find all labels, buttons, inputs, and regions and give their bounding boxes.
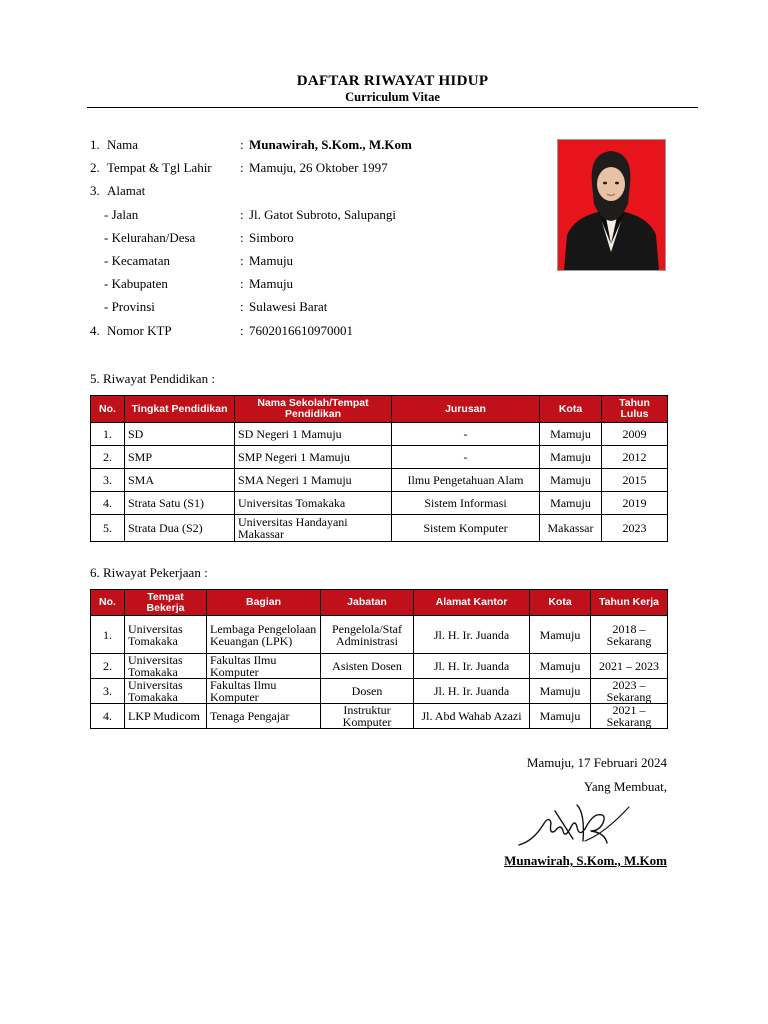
info-row-alamat (90, 183, 560, 206)
info-label: - Jalan (104, 206, 139, 222)
info-label: - Kelurahan/Desa (104, 229, 196, 245)
table-cell: 2021 – Sekarang (591, 704, 668, 729)
info-row-kabupaten (90, 276, 560, 299)
portrait-illustration (558, 140, 665, 270)
table-cell: Instruktur Komputer (321, 704, 414, 729)
info-value-provinsi: Sulawesi Barat (249, 299, 328, 315)
signature-place-date: Mamuju, 17 Februari 2024 (526, 755, 667, 770)
table-cell: Jl. H. Ir. Juanda (414, 679, 530, 704)
table-cell: SMP (125, 446, 235, 469)
table-cell: 2009 (602, 423, 668, 446)
info-row-ktp (90, 323, 560, 346)
table-cell: 2015 (602, 469, 668, 492)
info-colon: : (240, 276, 244, 292)
info-value-nama: Munawirah, S.Kom., M.Kom (249, 137, 412, 152)
column-header: Nama Sekolah/Tempat Pendidikan (235, 396, 392, 423)
info-row-kecamatan (90, 253, 560, 276)
table-cell: 1. (91, 616, 125, 654)
table-cell: Mamuju (530, 704, 591, 729)
table-cell: Asisten Dosen (321, 654, 414, 679)
info-value-kabupaten: Mamuju (249, 276, 294, 292)
column-header: Jurusan (392, 396, 540, 423)
table-cell: Fakultas Ilmu Komputer (207, 654, 321, 679)
work-header-row (91, 590, 668, 616)
column-header: No. (91, 590, 125, 616)
table-cell: 4. (91, 704, 125, 729)
info-colon: : (240, 206, 244, 222)
info-colon: : (240, 229, 244, 245)
table-row (91, 492, 668, 515)
info-label: - Kabupaten (104, 276, 168, 292)
info-row-kelurahan (90, 230, 560, 253)
table-cell: 2. (91, 446, 125, 469)
table-cell: SMP Negeri 1 Mamuju (235, 446, 392, 469)
column-header: Tahun Lulus (602, 396, 668, 423)
table-row (91, 704, 668, 729)
table-cell: Strata Dua (S2) (125, 515, 235, 542)
table-row (91, 446, 668, 469)
profile-photo (557, 139, 666, 271)
info-colon: : (240, 252, 244, 268)
info-value-kelurahan: Simboro (249, 229, 294, 245)
table-cell: 2021 – 2023 (591, 654, 668, 679)
table-cell: 2018 – Sekarang (591, 616, 668, 654)
handwritten-signature (515, 801, 635, 853)
table-cell: Sistem Komputer (392, 515, 540, 542)
education-heading: 5. Riwayat Pendidikan : (90, 371, 215, 386)
header-divider (87, 107, 698, 108)
info-value-jalan: Jl. Gatot Subroto, Salupangi (249, 206, 396, 222)
table-cell: Makassar (540, 515, 602, 542)
table-cell: 3. (91, 469, 125, 492)
table-cell: Mamuju (540, 492, 602, 515)
info-label: - Kecamatan (104, 252, 171, 268)
column-header: No. (91, 396, 125, 423)
table-cell: Pengelola/Staf Administrasi (321, 616, 414, 654)
personal-info (90, 137, 560, 346)
table-cell: Sistem Informasi (392, 492, 540, 515)
info-row-jalan (90, 207, 560, 230)
education-table (90, 395, 668, 542)
info-value-ktp: 7602016610970001 (249, 322, 353, 338)
table-cell: 2019 (602, 492, 668, 515)
info-number: 1. (90, 137, 100, 152)
table-cell: Dosen (321, 679, 414, 704)
column-header: Jabatan (321, 590, 414, 616)
table-cell: Ilmu Pengetahuan Alam (392, 469, 540, 492)
table-cell: SD (125, 423, 235, 446)
info-row-provinsi (90, 299, 560, 322)
work-table (90, 589, 668, 729)
column-header: Tahun Kerja (591, 590, 668, 616)
column-header: Kota (530, 590, 591, 616)
table-cell: Jl. Abd Wahab Azazi (414, 704, 530, 729)
document-title: DAFTAR RIWAYAT HIDUP (296, 73, 489, 89)
info-number: 4. (90, 322, 100, 338)
table-cell: 2. (91, 654, 125, 679)
document-subtitle: Curriculum Vitae (345, 90, 440, 104)
table-cell: SMA Negeri 1 Mamuju (235, 469, 392, 492)
table-cell: Mamuju (540, 423, 602, 446)
info-value-kecamatan: Mamuju (249, 252, 294, 268)
table-row (91, 616, 668, 654)
info-number: 2. (90, 160, 100, 176)
table-cell: Universitas Tomakaka (125, 679, 207, 704)
info-label: - Provinsi (104, 299, 155, 315)
table-cell: Mamuju (530, 679, 591, 704)
info-colon: : (240, 160, 244, 176)
column-header: Alamat Kantor (414, 590, 530, 616)
info-colon: : (240, 137, 244, 152)
table-cell: Universitas Tomakaka (125, 616, 207, 654)
table-cell: SD Negeri 1 Mamuju (235, 423, 392, 446)
table-cell: 4. (91, 492, 125, 515)
work-heading: 6. Riwayat Pekerjaan : (90, 565, 208, 580)
column-header: Tingkat Pendidikan (125, 396, 235, 423)
table-row (91, 679, 668, 704)
table-cell: Universitas Tomakaka (125, 654, 207, 679)
table-cell: Jl. H. Ir. Juanda (414, 654, 530, 679)
info-row-nama (90, 137, 560, 160)
table-row (91, 423, 668, 446)
table-cell: - (392, 446, 540, 469)
table-cell: 3. (91, 679, 125, 704)
signature-caption: Yang Membuat, (583, 779, 667, 794)
info-label: Nomor KTP (107, 322, 172, 338)
info-colon: : (240, 322, 244, 338)
signature-name: Munawirah, S.Kom., M.Kom (504, 853, 667, 868)
table-cell: 1. (91, 423, 125, 446)
table-cell: Universitas Tomakaka (235, 492, 392, 515)
info-label: Alamat (107, 183, 146, 199)
table-row (91, 469, 668, 492)
table-cell: Mamuju (540, 446, 602, 469)
table-cell: LKP Mudicom (125, 704, 207, 729)
table-cell: Jl. H. Ir. Juanda (414, 616, 530, 654)
table-cell: Mamuju (540, 469, 602, 492)
table-cell: 2023 (602, 515, 668, 542)
table-row (91, 654, 668, 679)
table-cell: SMA (125, 469, 235, 492)
info-label: Nama (107, 137, 139, 152)
table-cell: Lembaga Pengelolaan Keuangan (LPK) (207, 616, 321, 654)
table-cell: Fakultas Ilmu Komputer (207, 679, 321, 704)
table-cell: Universitas Handayani Makassar (235, 515, 392, 542)
info-row-ttl (90, 160, 560, 183)
column-header: Bagian (207, 590, 321, 616)
info-number: 3. (90, 183, 100, 199)
table-cell: Strata Satu (S1) (125, 492, 235, 515)
table-cell: 2012 (602, 446, 668, 469)
info-value-ttl: Mamuju, 26 Oktober 1997 (249, 160, 388, 176)
table-cell: 5. (91, 515, 125, 542)
info-colon: : (240, 299, 244, 315)
column-header: Tempat Bekerja (125, 590, 207, 616)
table-cell: - (392, 423, 540, 446)
document-header (87, 73, 698, 105)
info-label: Tempat & Tgl Lahir (107, 160, 212, 176)
table-cell: Mamuju (530, 654, 591, 679)
table-cell: Mamuju (530, 616, 591, 654)
column-header: Kota (540, 396, 602, 423)
table-row (91, 515, 668, 542)
table-cell: Tenaga Pengajar (207, 704, 321, 729)
table-cell: 2023 – Sekarang (591, 679, 668, 704)
education-header-row (91, 396, 668, 423)
